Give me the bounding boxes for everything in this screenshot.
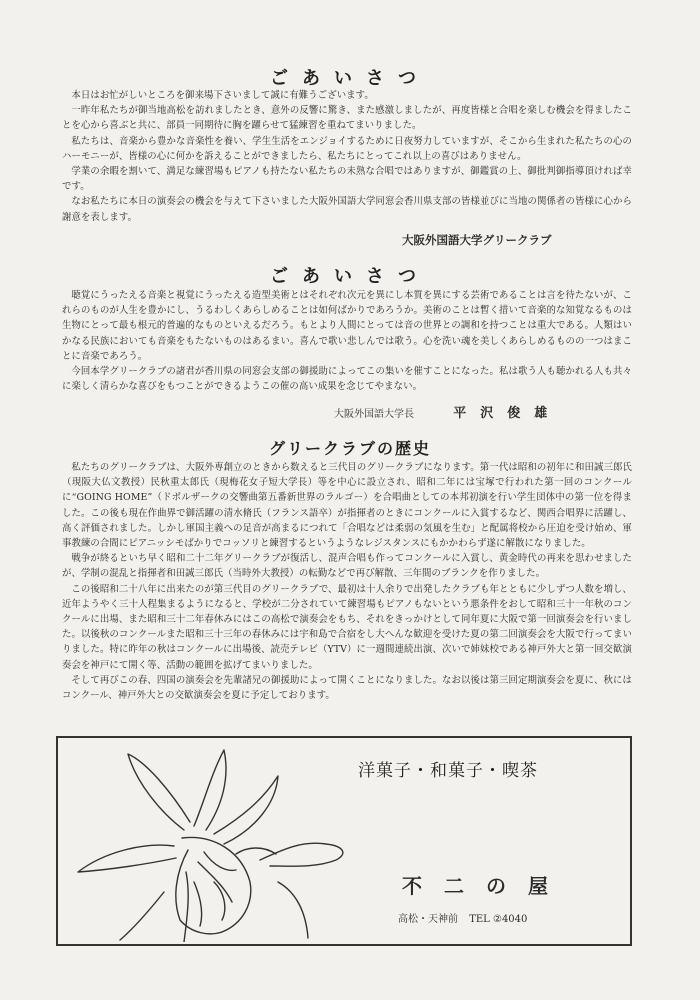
greeting1-para: なお私たちに本日の演奏会の機会を与えて下さいました大阪外国語大学同窓会香川県支部の皆様並びに当地の関係者の皆様に心から謝意を表します。 xyxy=(62,196,632,223)
history-body xyxy=(62,460,632,703)
greeting1-body xyxy=(62,88,632,225)
greeting1-title: ごあいさつ xyxy=(270,68,430,89)
greeting2-signature xyxy=(334,402,561,421)
greeting1-para: 本日はお忙がしいところを御来場下さいまして誠に有難うございます。 xyxy=(71,90,374,101)
ad-contact xyxy=(398,910,535,925)
greeting2-title: ごあいさつ xyxy=(270,266,430,287)
flower-illustration xyxy=(64,742,354,942)
greeting1-para: 私たちは、音楽から豊かな音楽性を養い、学生生活をエンジョイするために日夜努力していますが、そこから生まれた私たちの心のハーモニーが、皆様の心に何かを訴えることができましたら、私たちにとってこれ以上の喜びはありません。 xyxy=(62,135,632,162)
history-para: そして再びこの春、四国の演奏会を先輩諸兄の御援助によって開くことになりました。なお以後は第三回定期演奏会を夏に、秋にはコンクール、神戸外大との交歓演奏会を夏に予定しております。 xyxy=(62,674,632,702)
history-para: 私たちのグリークラブは、大阪外専創立のときから数えると三代目のグリークラブになります。第一代は昭和の初年に和田誠三郎氏（現阪大仏文教授）民秋重太郎氏（現梅花女子短大学長）等を中心に設立され、昭和二年には宝塚で行われた第一回のコンクールに“GOING HOME”（ドボルザークの交響曲第五番新世界のラルゴー）を合唱曲としての本邦初演を行い学生団体中の第一位を得ました。この後も現在作曲界で御活躍の清水脩氏（フランス語卒）が指揮者のときにコンクールに入賞するなど、関西合唱界に活躍し、高く評価されました。しかし軍国主義への足音が高まるにつれて「合唱などは柔弱の気風を生む」と配属将校から圧迫を受け始め、軍事教練の合間にピアニッシモばかりでコッソリと練習するというようなレジスタンスにもかかわらず遂に解散になりました。 xyxy=(62,462,632,550)
ad-shop-name: 不二の屋 xyxy=(402,874,570,898)
greeting2-para: 聴覚にうったえる音楽と視覚にうったえる造型美術とはそれぞれ次元を異にし本質を異にする芸術であることは言を待たないが、これらのものが人生を豊かにし、うるわしくあらしめることは如何ばかりであろうか。美術のことは暫く措いて音楽的な知覚なるものは生物にとって最も根元的普遍的なものといえるだろう。もとより人間にとっては音の世界との調和を持つことは重大である。人類はいかなる民族においても音楽をもたないものはあるまい。喜んで歌い悲しんでは歌う。心を洗い魂を美しくあらしめるものの一つはまことに音楽であろう。 xyxy=(62,290,632,362)
history-para: この後昭和二十八年に出来たのが第三代目のグリークラブで、最初は十人余りで出発したクラブも年とともに少しずつ人数を増し、近年ようやく三十人程集まるようになると、学校が二分されていて練習場もピアノもないという悪条件をおして昭和三十一年秋のコンクールに出場、また昭和三十二年春休みにはこの高松で演奏会をもち、それをきっかけとして同年夏に大阪で第一回演奏会を行いました。以後秋のコンクールまた昭和三十三年の春休みには宇和島で合宿をし大へんな歓迎を受けた夏の第二回演奏会を大阪で行ってまいりました。特に昨年の秋はコンクールに出場後、読売テレビ（YTV）に一週間連続出演、次いで姉妹校である神戸外大と第一回交歓演奏会を神戸にて開く等、活動の範囲を拡げてまいりました。 xyxy=(62,583,632,671)
greeting2-para: 今回本学グリークラブの諸君が香川県の同窓会支部の御援助によってこの集いを催すことになった。私は歌う人も聴かれる人も共々に楽しく清らかな喜びをもつことができるようこの催の高い成果を念じてやまない。 xyxy=(62,366,632,393)
ad-location: 高松・天神前 xyxy=(398,914,458,925)
history-para: 戦争が終るといち早く昭和二十二年グリークラブが復活し、混声合唱も作ってコンクールに入賞し、黄金時代の再来を思わせましたが、学制の混乱と指揮者和田誠三郎氏（当時外大教授）の転勤などで再び解散、三年間のブランクを作りました。 xyxy=(62,553,632,580)
signature-name: 平沢俊雄 xyxy=(453,406,562,421)
greeting1-para: 学業の余暇を割いて、満足な練習場もピアノも持たない私たちの未熟な合唱ではありますが、御鑑賞の上、御批判御指導頂ければ幸です。 xyxy=(62,166,632,193)
ad-products: 洋菓子・和菓子・喫茶 xyxy=(358,761,538,781)
greeting1-para: 一昨年私たちが御当地高松を訪れましたとき、意外の反響に驚き、また感激しましたが、再度皆様と合唱を楽しむ機会を得ましたことを心から喜ぶと共に、部員一同期待に胸を躍らせて猛練習を重ねてまいりました。 xyxy=(62,105,632,132)
shop-advertisement xyxy=(56,736,632,946)
signature-title: 大阪外国語大学長 xyxy=(334,409,414,420)
greeting1-signature: 大阪外国語大学グリークラブ xyxy=(402,233,552,247)
greeting2-body xyxy=(62,288,632,394)
ad-telephone: TEL ②4040 xyxy=(469,914,528,925)
history-title: グリークラブの歴史 xyxy=(268,439,431,458)
